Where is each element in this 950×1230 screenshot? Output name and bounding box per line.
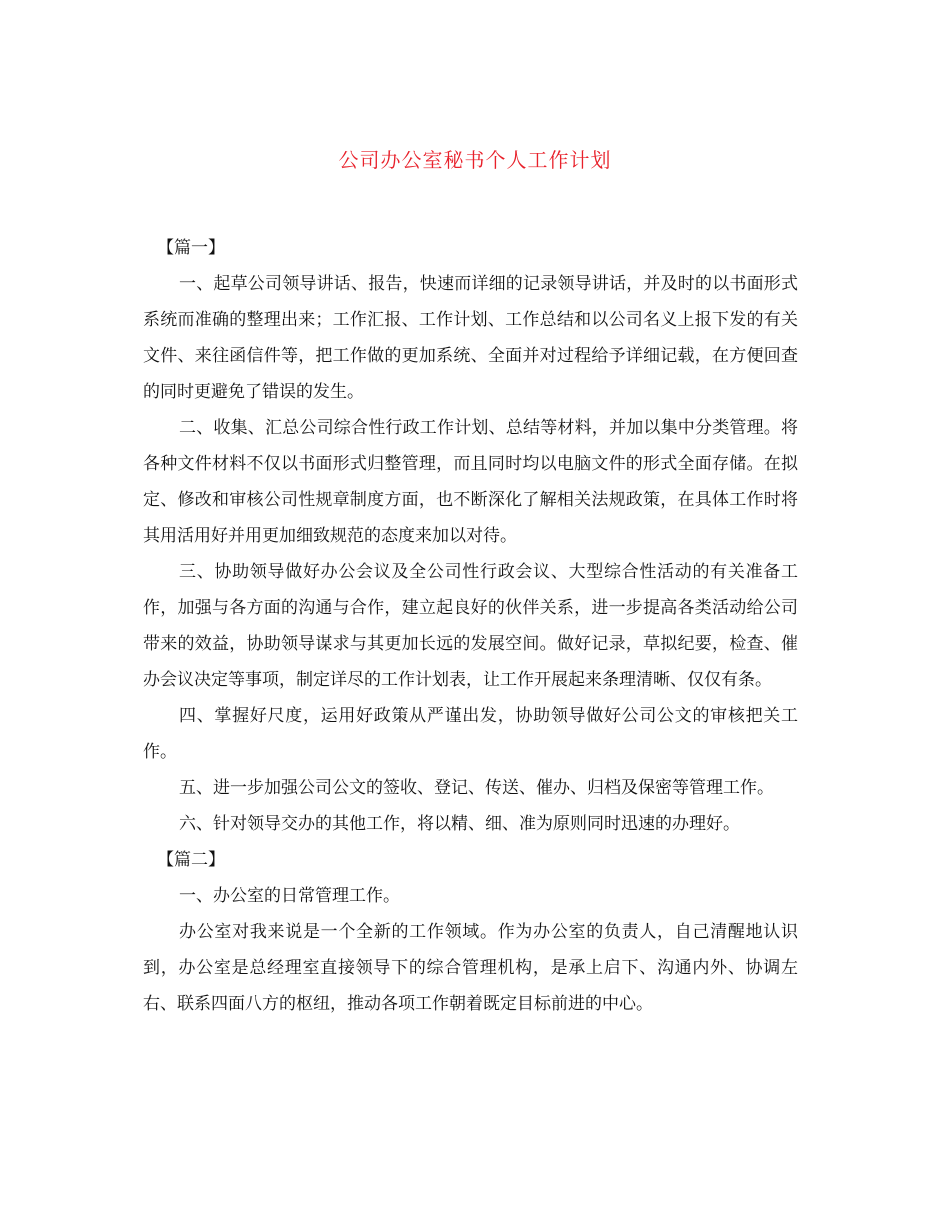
section-1 [143,230,798,842]
section-2 [143,842,798,1022]
paragraph: 一、起草公司领导讲话、报告，快速而详细的记录领导讲话，并及时的以书面形式系统而准确的整理出来；工作汇报、工作计划、工作总结和以公司名义上报下发的有关文件、来往函信件等，把工作做的更加系统、全面并对过程给予详细记载，在方便回查的同时更避免了错误的发生。 [143,274,798,402]
paragraph: 办公室对我来说是一个全新的工作领域。作为办公室的负责人，自己清醒地认识到，办公室是总经理室直接领导下的综合管理机构，是承上启下、沟通内外、协调左右、联系四面八方的枢纽，推动各项工作朝着既定目标前进的中心。 [143,922,798,1014]
document-title: 公司办公室秘书个人工作计划 [338,148,612,172]
section-heading: 【篇二】 [157,850,225,870]
paragraph: 二、收集、汇总公司综合性行政工作计划、总结等材料，并加以集中分类管理。将各种文件材料不仅以书面形式归整管理，而且同时均以电脑文件的形式全面存储。在拟定、修改和审核公司性规章制度方面，也不断深化了解相关法规政策，在具体工作时将其用活用好并用更加细致规范的态度来加以对待。 [143,418,798,546]
paragraph: 四、掌握好尺度，运用好政策从严谨出发，协助领导做好公司公文的审核把关工作。 [143,706,798,762]
section-heading: 【篇一】 [157,238,225,258]
paragraph: 五、进一步加强公司公文的签收、登记、传送、催办、归档及保密等管理工作。 [179,778,774,798]
paragraph: 一、办公室的日常管理工作。 [179,886,400,906]
paragraph: 六、针对领导交办的其他工作，将以精、细、准为原则同时迅速的办理好。 [179,814,740,834]
document-body [143,230,798,1022]
paragraph: 三、协助领导做好办公会议及全公司性行政会议、大型综合性活动的有关准备工作，加强与各方面的沟通与合作，建立起良好的伙伴关系，进一步提高各类活动给公司带来的效益，协助领导谋求与其更加长远的发展空间。做好记录，草拟纪要，检查、催办会议决定等事项，制定详尽的工作计划表，让工作开展起来条理清晰、仅仅有条。 [143,562,798,690]
